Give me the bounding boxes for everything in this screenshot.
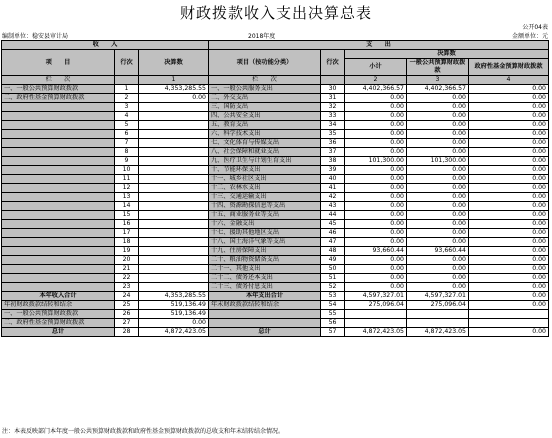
expense-subtotal: 0.00: [345, 211, 407, 220]
expense-row-no: 40: [321, 175, 345, 184]
table-row: [2, 85, 549, 94]
table-row: [2, 283, 549, 292]
income-item: [2, 211, 115, 220]
subtotal-header: 小计: [345, 59, 407, 76]
table-row: [2, 238, 549, 247]
income-value: [139, 121, 209, 130]
expense-general: 4,872,423.05: [407, 328, 469, 337]
col-1: 1: [139, 76, 209, 85]
expense-fund: 0.00: [469, 247, 549, 256]
income-row-no: 25: [115, 301, 139, 310]
expense-item: 十八、国土海洋气象等支出: [209, 238, 321, 247]
income-row-no: 26: [115, 310, 139, 319]
expense-fund: 0.00: [469, 148, 549, 157]
income-item: [2, 274, 115, 283]
income-value: 0.00: [139, 319, 209, 328]
expense-fund: 0.00: [469, 292, 549, 301]
expense-fund: 0.00: [469, 229, 549, 238]
expense-general: 0.00: [407, 193, 469, 202]
income-value: [139, 256, 209, 265]
expense-subtotal: 0.00: [345, 220, 407, 229]
expense-fund: 0.00: [469, 301, 549, 310]
expense-general: 0.00: [407, 256, 469, 265]
income-item: [2, 184, 115, 193]
expense-fund: 0.00: [469, 166, 549, 175]
income-value: [139, 220, 209, 229]
col-2: 2: [345, 76, 407, 85]
expense-general: 0.00: [407, 184, 469, 193]
income-value: 519,136.49: [139, 310, 209, 319]
expense-fund: 0.00: [469, 238, 549, 247]
income-row-no: 11: [115, 175, 139, 184]
income-item: [2, 157, 115, 166]
expense-item: 二十二、债务还本支出: [209, 274, 321, 283]
income-item: [2, 139, 115, 148]
expense-subtotal: 0.00: [345, 130, 407, 139]
expense-general: 0.00: [407, 274, 469, 283]
expense-row-no: 31: [321, 94, 345, 103]
expense-fund: 0.00: [469, 157, 549, 166]
general-header: 一般公共预算财政拨款: [407, 59, 469, 76]
expense-header: 支 出: [209, 41, 549, 50]
income-row-no: 14: [115, 202, 139, 211]
income-value: [139, 103, 209, 112]
expense-fund: 0.00: [469, 265, 549, 274]
income-item: [2, 148, 115, 157]
expense-general: 0.00: [407, 166, 469, 175]
income-row-no: 18: [115, 238, 139, 247]
income-row-no: 13: [115, 193, 139, 202]
expense-subtotal: 0.00: [345, 256, 407, 265]
income-value: [139, 274, 209, 283]
expense-general: 0.00: [407, 130, 469, 139]
expense-subtotal: 0.00: [345, 238, 407, 247]
expense-row-no: 38: [321, 157, 345, 166]
expense-fund: 0.00: [469, 193, 549, 202]
expense-general: 0.00: [407, 211, 469, 220]
income-item: [2, 238, 115, 247]
expense-general: 275,096.04: [407, 301, 469, 310]
expense-row-no: 32: [321, 103, 345, 112]
expense-general: 0.00: [407, 103, 469, 112]
income-row-no: 6: [115, 130, 139, 139]
expense-general: 0.00: [407, 175, 469, 184]
exp-row-no-header: 行次: [321, 50, 345, 76]
income-value: 519,136.49: [139, 301, 209, 310]
income-value: 4,353,285.55: [139, 292, 209, 301]
expense-general: 4,402,366.57: [407, 85, 469, 94]
expense-row-no: 44: [321, 211, 345, 220]
income-item: [2, 265, 115, 274]
expense-subtotal: 4,872,423.05: [345, 328, 407, 337]
income-value: [139, 211, 209, 220]
expense-item: 二、外交支出: [209, 94, 321, 103]
meta-line: [2, 31, 550, 40]
expense-subtotal: 0.00: [345, 202, 407, 211]
expense-row-no: 52: [321, 283, 345, 292]
expense-item: 本年支出合计: [209, 292, 321, 301]
expense-subtotal: 0.00: [345, 283, 407, 292]
expense-item: [209, 310, 321, 319]
income-value: [139, 283, 209, 292]
table-row: [2, 301, 549, 310]
table-row: [2, 274, 549, 283]
expense-general: 0.00: [407, 220, 469, 229]
table-row: [2, 247, 549, 256]
expense-fund: 0.00: [469, 184, 549, 193]
expense-subtotal: 0.00: [345, 139, 407, 148]
expense-subtotal: 0.00: [345, 94, 407, 103]
expense-subtotal: 0.00: [345, 274, 407, 283]
income-item: 二、政府性基金预算财政拨款: [2, 94, 115, 103]
income-value: [139, 202, 209, 211]
table-row: [2, 211, 549, 220]
expense-item: 十二、农林水支出: [209, 184, 321, 193]
income-value: [139, 112, 209, 121]
expense-fund: 0.00: [469, 130, 549, 139]
income-item: 一、一般公共预算财政拨款: [2, 310, 115, 319]
income-value: 4,872,423.05: [139, 328, 209, 337]
expense-subtotal: 0.00: [345, 112, 407, 121]
income-row-no: 21: [115, 265, 139, 274]
expense-general: 0.00: [407, 238, 469, 247]
table-row: [2, 265, 549, 274]
table-row: [2, 193, 549, 202]
expense-subtotal: 0.00: [345, 103, 407, 112]
expense-row-no: 48: [321, 247, 345, 256]
expense-row-no: 35: [321, 130, 345, 139]
expense-item: 十五、商业服务业等支出: [209, 211, 321, 220]
income-value: [139, 139, 209, 148]
col-label: 栏 次: [2, 76, 115, 85]
expense-item: 七、文化体育与传媒支出: [209, 139, 321, 148]
exp-final-header: 决算数: [345, 50, 549, 59]
expense-row-no: 45: [321, 220, 345, 229]
amount-unit: 金额单位：元: [511, 33, 548, 40]
expense-row-no: 30: [321, 85, 345, 94]
expense-fund: 0.00: [469, 139, 549, 148]
income-item: [2, 103, 115, 112]
income-item: [2, 283, 115, 292]
income-value: [139, 265, 209, 274]
table-row: [2, 166, 549, 175]
expense-fund: 0.00: [469, 85, 549, 94]
expense-subtotal: 0.00: [345, 175, 407, 184]
income-row-no: 17: [115, 229, 139, 238]
expense-item: 六、科学技术支出: [209, 130, 321, 139]
expense-fund: 0.00: [469, 103, 549, 112]
table-row: [2, 292, 549, 301]
income-row-no: 20: [115, 256, 139, 265]
expense-item: 二十、粮油物资储备支出: [209, 256, 321, 265]
page-title: 财政拨款收入支出决算总表: [179, 4, 372, 22]
table-row: [2, 130, 549, 139]
expense-row-no: 55: [321, 310, 345, 319]
table-row: [2, 148, 549, 157]
expense-item: 十六、金融支出: [209, 220, 321, 229]
footnote: 注：本表反映部门本年度一般公共预算财政拨款和政府性基金预算财政拨款的总收支和年末结转结余情况。: [2, 428, 285, 435]
expense-row-no: 41: [321, 184, 345, 193]
expense-row-no: 39: [321, 166, 345, 175]
expense-subtotal: [345, 310, 407, 319]
table-row: [2, 229, 549, 238]
expense-subtotal: 4,597,327.01: [345, 292, 407, 301]
expense-general: [407, 310, 469, 319]
expense-item: 十、节能环保支出: [209, 166, 321, 175]
table-row: [2, 220, 549, 229]
expense-item: 二十一、其他支出: [209, 265, 321, 274]
expense-fund: 0.00: [469, 283, 549, 292]
expense-row-no: 49: [321, 256, 345, 265]
income-row-no: 23: [115, 283, 139, 292]
income-item: 一、一般公共预算财政拨款: [2, 85, 115, 94]
income-value: [139, 148, 209, 157]
expense-row-no: 46: [321, 229, 345, 238]
expense-general: [407, 319, 469, 328]
expense-general: 0.00: [407, 265, 469, 274]
year-label: 2018年度: [248, 33, 276, 40]
table-row: [2, 94, 549, 103]
income-row-no: 4: [115, 112, 139, 121]
table-row: [2, 256, 549, 265]
expense-row-no: 36: [321, 139, 345, 148]
expense-item: 十四、资源勘探信息等支出: [209, 202, 321, 211]
item-header: 项 目: [2, 50, 115, 76]
expense-item: 十七、援助其他地区支出: [209, 229, 321, 238]
income-value: [139, 238, 209, 247]
expense-fund: [469, 319, 549, 328]
income-item: [2, 193, 115, 202]
form-number: 公开04表: [522, 24, 548, 31]
income-row-no: 1: [115, 85, 139, 94]
expense-item: 年末财政拨款结转和结余: [209, 301, 321, 310]
income-value: [139, 193, 209, 202]
expense-item: 十九、住房保障支出: [209, 247, 321, 256]
expense-fund: 0.00: [469, 121, 549, 130]
expense-general: 0.00: [407, 121, 469, 130]
table-row: [2, 184, 549, 193]
table-row: [2, 139, 549, 148]
col-label-2: 栏 次: [209, 76, 321, 85]
expense-subtotal: 0.00: [345, 265, 407, 274]
table-row: [2, 319, 549, 328]
income-value: [139, 166, 209, 175]
income-row-no: 19: [115, 247, 139, 256]
expense-row-no: 42: [321, 193, 345, 202]
expense-item: 九、医疗卫生与计划生育支出: [209, 157, 321, 166]
summary-table: [1, 40, 549, 337]
income-value: [139, 229, 209, 238]
expense-item: 四、公共安全支出: [209, 112, 321, 121]
expense-item: 一、一般公共服务支出: [209, 85, 321, 94]
income-item: [2, 220, 115, 229]
expense-item: 总计: [209, 328, 321, 337]
expense-subtotal: 4,402,366.57: [345, 85, 407, 94]
table-row: [2, 328, 549, 337]
expense-subtotal: 0.00: [345, 229, 407, 238]
income-item: [2, 247, 115, 256]
expense-row-no: 43: [321, 202, 345, 211]
income-value: [139, 247, 209, 256]
income-row-no: 28: [115, 328, 139, 337]
table-row: [2, 157, 549, 166]
expense-item: 二十三、债务付息支出: [209, 283, 321, 292]
expense-fund: 0.00: [469, 274, 549, 283]
income-item: 年初财政拨款结转和结余: [2, 301, 115, 310]
income-row-no: 16: [115, 220, 139, 229]
expense-general: 0.00: [407, 94, 469, 103]
expense-general: 0.00: [407, 148, 469, 157]
income-item: 总计: [2, 328, 115, 337]
expense-general: 93,660.44: [407, 247, 469, 256]
expense-fund: 0.00: [469, 220, 549, 229]
income-value: [139, 175, 209, 184]
income-value: [139, 130, 209, 139]
col-4: 4: [469, 76, 549, 85]
income-item: [2, 202, 115, 211]
income-header: 收 入: [2, 41, 209, 50]
income-row-no: 12: [115, 184, 139, 193]
table-row: [2, 310, 549, 319]
table-row: [2, 103, 549, 112]
expense-general: 0.00: [407, 112, 469, 121]
col-3: 3: [407, 76, 469, 85]
expense-general: 0.00: [407, 139, 469, 148]
income-row-no: 15: [115, 211, 139, 220]
expense-item: 十一、城乡社区支出: [209, 175, 321, 184]
income-item: 本年收入合计: [2, 292, 115, 301]
income-row-no: 24: [115, 292, 139, 301]
expense-subtotal: 101,300.00: [345, 157, 407, 166]
expense-fund: [469, 310, 549, 319]
income-value: 4,353,285.55: [139, 85, 209, 94]
income-item: [2, 166, 115, 175]
expense-fund: 0.00: [469, 94, 549, 103]
expense-row-no: 33: [321, 112, 345, 121]
final-header: 决算数: [139, 50, 209, 76]
expense-subtotal: 0.00: [345, 184, 407, 193]
expense-general: 101,300.00: [407, 157, 469, 166]
expense-general: 0.00: [407, 283, 469, 292]
income-value: [139, 184, 209, 193]
expense-item: 五、教育支出: [209, 121, 321, 130]
expense-subtotal: 0.00: [345, 148, 407, 157]
expense-row-no: 57: [321, 328, 345, 337]
expense-fund: 0.00: [469, 175, 549, 184]
expense-subtotal: 93,660.44: [345, 247, 407, 256]
table-row: [2, 121, 549, 130]
expense-item: 十三、交通运输支出: [209, 193, 321, 202]
expense-row-no: 34: [321, 121, 345, 130]
income-item: [2, 130, 115, 139]
table-row: [2, 202, 549, 211]
table-row: [2, 112, 549, 121]
income-item: [2, 256, 115, 265]
expense-fund: 0.00: [469, 328, 549, 337]
unit-label: 编制单位：稳安县审计局: [2, 33, 69, 40]
expense-subtotal: 0.00: [345, 166, 407, 175]
expense-general: 0.00: [407, 202, 469, 211]
income-row-no: 8: [115, 148, 139, 157]
expense-row-no: 51: [321, 274, 345, 283]
table-row: [2, 175, 549, 184]
row-no-header: 行次: [115, 50, 139, 76]
expense-row-no: 54: [321, 301, 345, 310]
expense-fund: 0.00: [469, 112, 549, 121]
expense-subtotal: [345, 319, 407, 328]
expense-general: 4,597,327.01: [407, 292, 469, 301]
expense-row-no: 50: [321, 265, 345, 274]
income-item: [2, 112, 115, 121]
income-item: 二、政府性基金预算财政拨款: [2, 319, 115, 328]
income-row-no: 2: [115, 94, 139, 103]
income-row-no: 5: [115, 121, 139, 130]
income-item: [2, 121, 115, 130]
expense-general: 0.00: [407, 229, 469, 238]
expense-row-no: 53: [321, 292, 345, 301]
income-row-no: 27: [115, 319, 139, 328]
expense-item: 三、国防支出: [209, 103, 321, 112]
expense-fund: 0.00: [469, 202, 549, 211]
income-item: [2, 229, 115, 238]
expense-subtotal: 0.00: [345, 121, 407, 130]
expense-row-no: 37: [321, 148, 345, 157]
expense-row-no: 47: [321, 238, 345, 247]
exp-item-header: 项目（按功能分类）: [209, 50, 321, 76]
income-row-no: 9: [115, 157, 139, 166]
income-row-no: 10: [115, 166, 139, 175]
income-value: [139, 157, 209, 166]
expense-row-no: 56: [321, 319, 345, 328]
expense-fund: 0.00: [469, 211, 549, 220]
income-row-no: 7: [115, 139, 139, 148]
income-row-no: 3: [115, 103, 139, 112]
expense-subtotal: 0.00: [345, 193, 407, 202]
expense-item: [209, 319, 321, 328]
expense-fund: 0.00: [469, 256, 549, 265]
expense-subtotal: 275,096.04: [345, 301, 407, 310]
income-item: [2, 175, 115, 184]
expense-item: 八、社会保障和就业支出: [209, 148, 321, 157]
income-value: 0.00: [139, 94, 209, 103]
income-row-no: 22: [115, 274, 139, 283]
fund-header: 政府性基金预算财政拨款: [469, 59, 549, 76]
